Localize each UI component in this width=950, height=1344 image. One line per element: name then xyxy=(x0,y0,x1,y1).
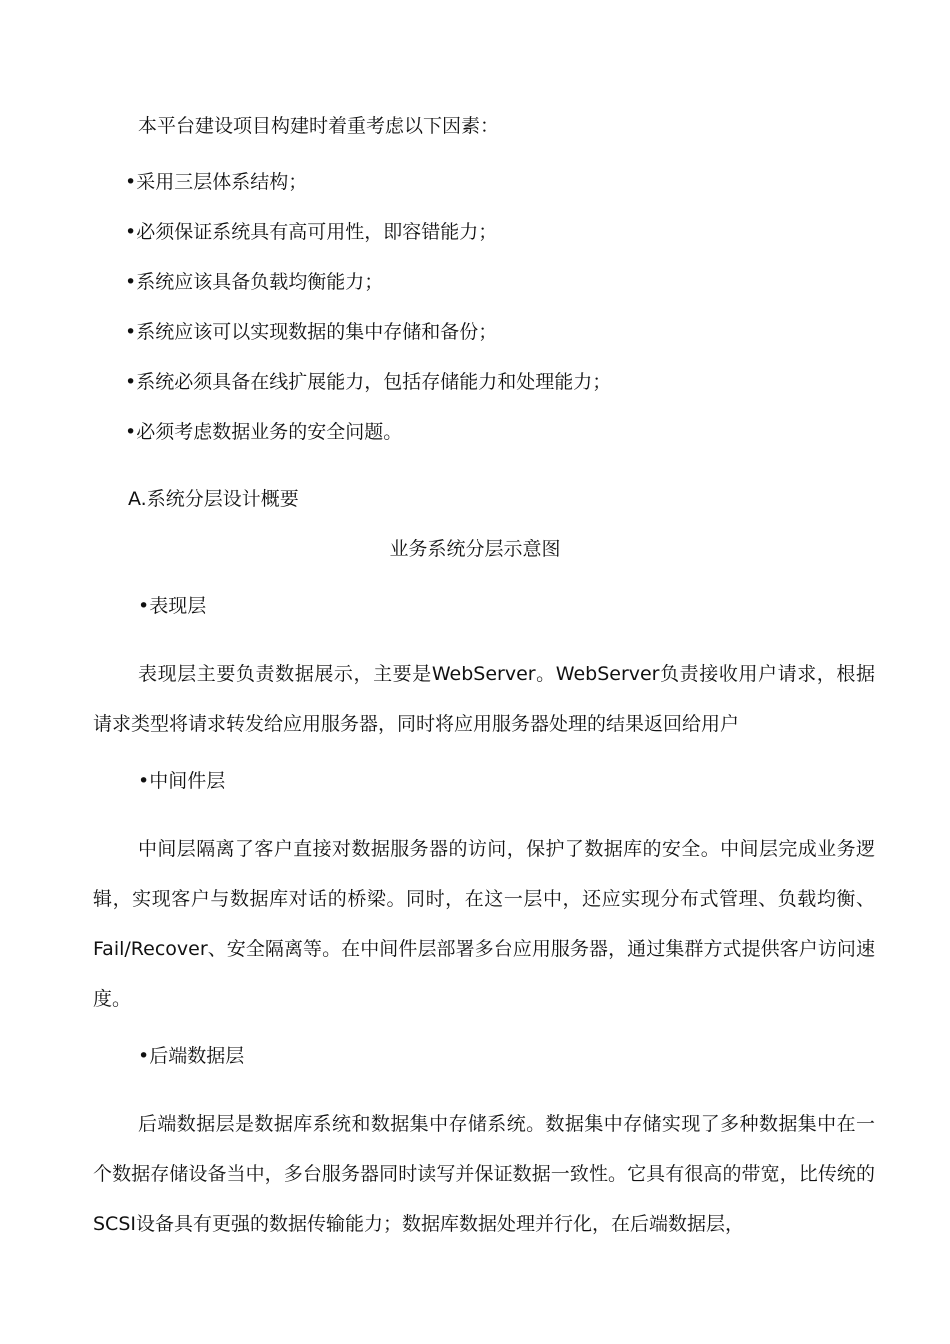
requirement-item-6: •必须考虑数据业务的安全问题。 xyxy=(125,421,403,443)
section-title: A.系统分层设计概要 xyxy=(128,488,299,510)
layer-body-middleware: 中间层隔离了客户直接对数据服务器的访问，保护了数据库的安全。中间层完成业务逻辑，实现客户与数据库对话的桥梁。同时，在这一层中，还应实现分布式管理、负载均衡、Fail/Recover、安全隔离等。在中间件层部署多台应用服务器，通过集群方式提供客户访问速度。 xyxy=(93,838,875,1010)
requirement-item-4: •系统应该可以实现数据的集中存储和备份； xyxy=(125,321,498,343)
intro-paragraph: 本平台建设项目构建时着重考虑以下因素： xyxy=(138,115,500,137)
layer-heading-presentation: •表现层 xyxy=(138,595,207,617)
requirement-item-1: •采用三层体系结构； xyxy=(125,171,308,193)
layer-heading-backend: •后端数据层 xyxy=(138,1045,245,1067)
requirement-item-3: •系统应该具备负载均衡能力； xyxy=(125,271,384,293)
layer-heading-middleware: •中间件层 xyxy=(138,770,226,792)
layer-body-presentation: 表现层主要负责数据展示，主要是WebServer。WebServer负责接收用户请求，根据请求类型将请求转发给应用服务器，同时将应用服务器处理的结果返回给用户 xyxy=(93,663,875,735)
layer-body-backend: 后端数据层是数据库系统和数据集中存储系统。数据集中存储实现了多种数据集中在一个数据存储设备当中，多台服务器同时读写并保证数据一致性。它具有很高的带宽，比传统的SCSI设备具有更强的数据传输能力；数据库数据处理并行化，在后端数据层， xyxy=(93,1113,875,1235)
requirement-item-2: •必须保证系统具有高可用性，即容错能力； xyxy=(125,221,498,243)
requirement-item-5: •系统必须具备在线扩展能力，包括存储能力和处理能力； xyxy=(125,371,612,393)
figure-caption: 业务系统分层示意图 xyxy=(389,538,561,560)
